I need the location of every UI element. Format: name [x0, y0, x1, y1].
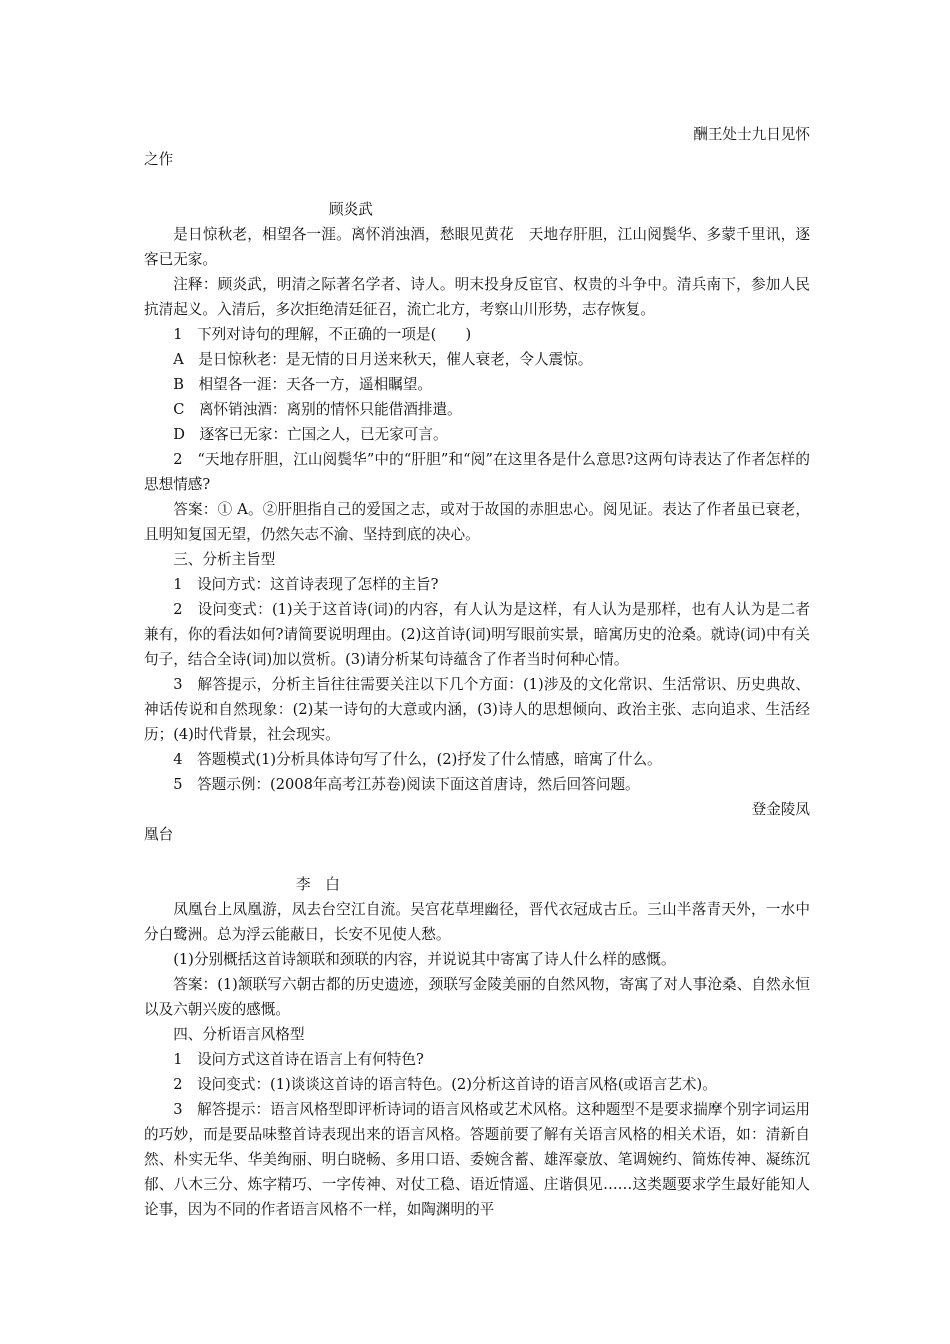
answer-1: 答案：① A。②肝胆指自己的爱国之志，或对于故国的赤胆忠心。阅见证。表达了作者虽已衰老，且明知复国无望，仍然矢志不渝、坚持到底的决心。 — [144, 501, 810, 543]
section-3-item: 2 设问变式：(1)关于这首诗(词)的内容，有人认为是这样，有人认为是那样，也有人认为是二者兼有，你的看法如何?请简要说明理由。(2)这首诗(词)明写眼前实景，暗寓历史的沧桑。就诗(词)中有关句子，结合全诗(词)加以赏析。(3)请分析某句诗蕴含了作者当时何种心情。 — [144, 601, 810, 668]
section-3-item: 3 解答提示，分析主旨往往需要关注以下几个方面：(1)涉及的文化常识、生活常识、历史典故、神话传说和自然现象：(2)某一诗句的大意或内涵，(3)诗人的思想倾向、政治主张、志向追求、生活经历；(4)时代背景，社会现实。 — [144, 676, 810, 743]
poem2-question: (1)分别概括这首诗颔联和颈联的内容，并说说其中寄寓了诗人什么样的感慨。 — [173, 951, 676, 968]
section-4-item: 3 解答提示：语言风格型即评析诗词的语言风格或艺术风格。这种题型不是要求揣摩个别字词运用的巧妙，而是要品味整首诗表现出来的语言风格。答题前要了解有关语言风格的相关术语，如：清新自然、朴实无华、华美绚丽、明白晓畅、多用口语、委婉含蓄、雄浑豪放、笔调婉约、简炼传神、凝练沉郁、八木三分、炼字精巧、一字传神、对仗工稳、语近情遥、庄谐俱见……这类题要求学生最好能知人论事，因为不同的作者语言风格不一样，如陶渊明的平 — [144, 1101, 811, 1218]
section-4-item: 1 设问方式这首诗在语言上有何特色? — [173, 1051, 424, 1068]
poem2-text: 凤凰台上凤凰游，凤去台空江自流。吴宫花草埋幽径，晋代衣冠成古丘。三山半落青天外，一水中分白鹭洲。总为浮云能蔽日，长安不见使人愁。 — [144, 901, 810, 943]
poem1-text: 是日惊秋老，相望各一涯。离怀消浊酒，愁眼见黄花 天地存肝胆，江山阅鬓华、多蒙千里讯，逐客已无家。 — [144, 226, 810, 268]
spacer — [144, 172, 810, 197]
section-3-item: 4 答题模式(1)分析具体诗句写了什么，(2)抒发了什么情感，暗寓了什么。 — [173, 751, 662, 768]
poem2-answer: 答案：(1)颔联写六朝古都的历史遗迹，颈联写金陵美丽的自然风物，寄寓了对人事沧桑、自然永恒以及六朝兴废的感慨。 — [144, 976, 810, 1018]
document-body — [144, 122, 810, 1222]
question-1-option-b: B 相望各一涯：天各一方，遥相瞩望。 — [173, 376, 433, 393]
poem1-author: 顾炎武 — [329, 201, 373, 218]
section-3-item: 5 答题示例：(2008年高考江苏卷)阅读下面这首唐诗，然后回答问题。 — [173, 776, 640, 793]
question-1-option-d: D 逐客已无家：亡国之人，已无家可言。 — [173, 426, 448, 443]
question-1-stem: 1 下列对诗句的理解，不正确的一项是( ) — [173, 326, 472, 343]
question-2: 2 “天地存肝胆，江山阅鬓华”中的“肝胆”和“阅”在这里各是什么意思?这两句诗表达了作者怎样的思想情感? — [144, 451, 810, 493]
poem1-title-cont: 之作 — [144, 151, 174, 168]
section-4-item: 2 设问变式：(1)谈谈这首诗的语言特色。(2)分析这首诗的语言风格(或语言艺术)。 — [173, 1076, 717, 1093]
poem2-title-cont: 凰台 — [144, 826, 174, 843]
poem1-note: 注释：顾炎武，明清之际著名学者、诗人。明末投身反宦官、权贵的斗争中。清兵南下，参加人民抗清起义。入清后，多次拒绝清廷征召，流亡北方，考察山川形势，志存恢复。 — [144, 276, 810, 318]
question-1-option-c: C 离怀销浊酒：离别的情怀只能借酒排遣。 — [173, 401, 462, 418]
question-1-option-a: A 是日惊秋老：是无情的日月送来秋天，催人衰老，令人震惊。 — [173, 351, 593, 368]
section-3-item: 1 设问方式：这首诗表现了怎样的主旨? — [173, 576, 439, 593]
section-3-heading: 三、分析主旨型 — [173, 551, 276, 568]
poem2-title: 登金陵凤 — [751, 801, 810, 818]
section-4-heading: 四、分析语言风格型 — [173, 1026, 305, 1043]
poem2-author: 李 白 — [296, 876, 340, 893]
spacer — [144, 847, 810, 872]
poem1-title: 酬王处士九日见怀 — [693, 126, 810, 143]
